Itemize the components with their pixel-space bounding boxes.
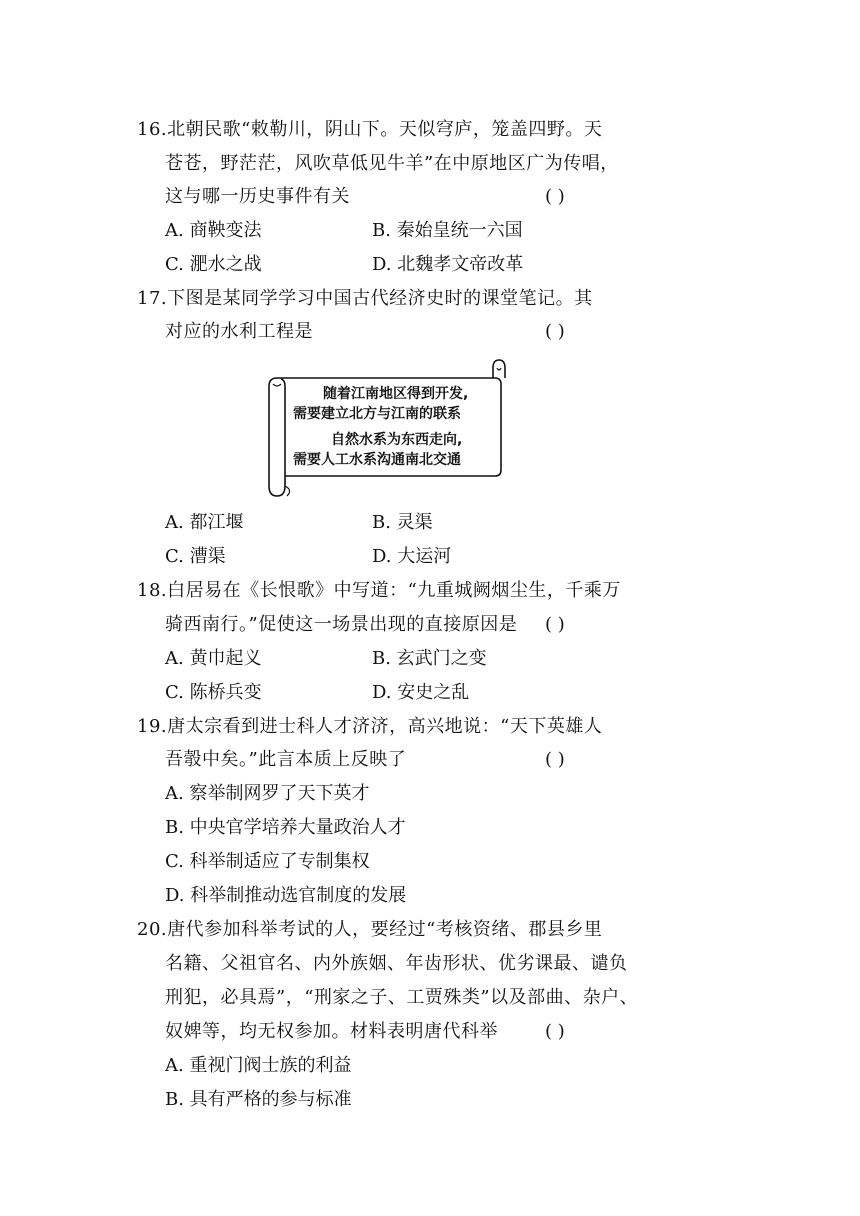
option-b: B. 秦始皇统一六国 [372,220,523,241]
question-20-line-3: 刑犯，必具焉”，“刑家之子、工贾殊类”以及部曲、杂户、 [165,987,639,1008]
question-19-line-1: 19.唐太宗看到进士科人才济济，高兴地说：“天下英雄人 [137,716,603,737]
question-16-line-1: 16.北朝民歌“敕勒川，阴山下。天似穹庐，笼盖四野。天 [137,119,603,140]
option-c: C. 淝水之战 [165,254,262,275]
answer-bracket: ( ) [545,749,565,770]
question-18-line-2: 骑西南行。”促使这一场景出现的直接原因是 [165,614,518,635]
option-d: D. 北魏孝文帝改革 [372,254,524,275]
answer-bracket: ( ) [545,321,565,342]
note-line-1: 随着江南地区得到开发, [323,386,469,402]
note-line-3: 自然水系为东西走向, [331,432,463,448]
option-c: C. 科举制适应了专制集权 [165,851,370,872]
note-line-2: 需要建立北方与江南的联系 [293,406,461,422]
option-c: C. 漕渠 [165,546,226,567]
class-note-scroll [263,358,515,500]
question-16-line-2: 苍苍，野茫茫，风吹草低见牛羊”在中原地区广为传唱， [165,153,619,174]
scroll-frame [263,358,515,500]
answer-bracket: ( ) [545,614,565,635]
option-b: B. 中央官学培养大量政治人才 [165,817,406,838]
option-d: D. 科举制推动选官制度的发展 [165,885,407,906]
option-a: A. 重视门阀士族的利益 [165,1055,352,1076]
question-18-line-1: 18.白居易在《长恨歌》中写道：“九重城阙烟尘生，千乘万 [137,580,621,601]
option-a: A. 都江堰 [165,512,244,533]
question-17-line-1: 17.下图是某同学学习中国古代经济史时的课堂笔记。其 [137,288,593,309]
option-c: C. 陈桥兵变 [165,682,262,703]
option-b: B. 灵渠 [372,512,433,533]
question-16-line-3: 这与哪一历史事件有关 [165,186,350,207]
question-17-line-2: 对应的水利工程是 [165,321,313,342]
option-a: A. 商鞅变法 [165,220,262,241]
question-19-line-2: 吾彀中矣。”此言本质上反映了 [165,749,407,770]
answer-bracket: ( ) [545,1021,565,1042]
option-b: B. 具有严格的参与标准 [165,1089,352,1110]
option-a: A. 黄巾起义 [165,648,262,669]
question-20-line-2: 名籍、父祖官名、内外族姻、年齿形状、优劣课最、谴负 [165,953,628,974]
note-line-4: 需要人工水系沟通南北交通 [293,452,461,468]
option-a: A. 察举制网罗了天下英才 [165,783,370,804]
answer-bracket: ( ) [545,186,565,207]
option-d: D. 安史之乱 [372,682,470,703]
question-20-line-4: 奴婢等，均无权参加。材料表明唐代科举 [165,1021,498,1042]
option-b: B. 玄武门之变 [372,648,487,669]
question-20-line-1: 20.唐代参加科举考试的人，要经过“考核资绪、郡县乡里 [137,919,603,940]
option-d: D. 大运河 [372,546,452,567]
